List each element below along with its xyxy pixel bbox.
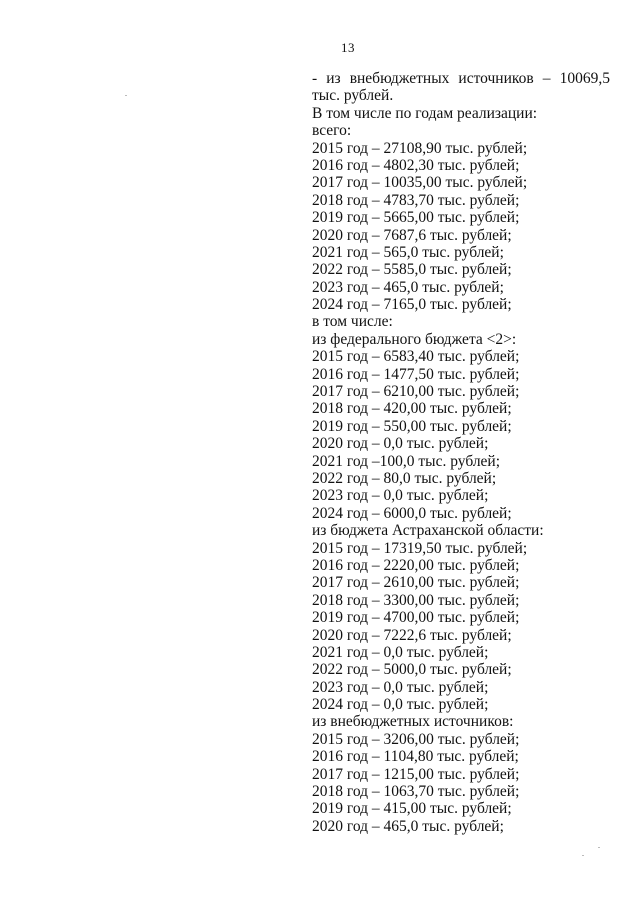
text-line: 2017 год – 2610,00 тыс. рублей; xyxy=(312,574,520,592)
text-line: 2024 год – 0,0 тыс. рублей; xyxy=(312,696,489,714)
scan-speck xyxy=(598,847,600,848)
text-line: 2020 год – 0,0 тыс. рублей; xyxy=(312,435,489,453)
text-line: 2016 год – 2220,00 тыс. рублей; xyxy=(312,556,520,574)
text-line: 2021 год – 565,0 тыс. рублей; xyxy=(312,243,504,261)
text-line: 2019 год – 550,00 тыс. рублей; xyxy=(312,417,512,435)
text-line: в том числе: xyxy=(312,313,393,331)
text-line: 2020 год – 465,0 тыс. рублей; xyxy=(312,817,504,835)
text-line: 2018 год – 3300,00 тыс. рублей; xyxy=(312,591,520,609)
text-line: 2017 год – 1215,00 тыс. рублей; xyxy=(312,765,520,783)
text-line: 2023 год – 0,0 тыс. рублей; xyxy=(312,678,489,696)
text-line: 2023 год – 0,0 тыс. рублей; xyxy=(312,487,489,505)
text-line: 2017 год – 6210,00 тыс. рублей; xyxy=(312,383,520,401)
scan-speck xyxy=(582,855,584,856)
intro-word: внебюджетных xyxy=(349,70,450,87)
text-line: 2022 год – 5000,0 тыс. рублей; xyxy=(312,661,512,679)
text-line: 2019 год – 415,00 тыс. рублей; xyxy=(312,800,512,818)
scan-speck xyxy=(125,95,127,96)
text-line: 2020 год – 7687,6 тыс. рублей; xyxy=(312,226,512,244)
text-lines xyxy=(312,105,610,835)
intro-word: 10069,5 xyxy=(559,70,610,87)
text-line: 2024 год – 7165,0 тыс. рублей; xyxy=(312,296,512,314)
text-line: 2015 год – 6583,40 тыс. рублей; xyxy=(312,348,520,366)
text-line: 2022 год – 80,0 тыс. рублей; xyxy=(312,469,497,487)
intro-word: – xyxy=(542,70,551,87)
text-line: 2022 год – 5585,0 тыс. рублей; xyxy=(312,261,512,279)
text-line: 2018 год – 420,00 тыс. рублей; xyxy=(312,400,512,418)
text-line: 2015 год – 3206,00 тыс. рублей; xyxy=(312,730,520,748)
text-line: всего: xyxy=(312,122,352,140)
intro-word: источников xyxy=(458,70,534,87)
text-line: 2015 год – 17319,50 тыс. рублей; xyxy=(312,539,528,557)
text-line: 2018 год – 4783,70 тыс. рублей; xyxy=(312,191,520,209)
text-line: В том числе по годам реализации: xyxy=(312,104,538,122)
text-line: из федерального бюджета <2>: xyxy=(312,330,517,348)
text-line: 2018 год – 1063,70 тыс. рублей; xyxy=(312,783,520,801)
text-line: из бюджета Астраханской области: xyxy=(312,522,544,540)
text-line: из внебюджетных источников: xyxy=(312,713,514,731)
text-line: 2019 год – 4700,00 тыс. рублей; xyxy=(312,609,520,627)
text-line: 2016 год – 1477,50 тыс. рублей; xyxy=(312,365,520,383)
text-line: 2021 год –100,0 тыс. рублей; xyxy=(312,452,501,470)
text-line: 2016 год – 4802,30 тыс. рублей; xyxy=(312,156,520,174)
text-line: 2015 год – 27108,90 тыс. рублей; xyxy=(312,139,528,157)
page-number: 13 xyxy=(341,40,355,55)
text-line: 2020 год – 7222,6 тыс. рублей; xyxy=(312,626,512,644)
intro-word: - xyxy=(312,70,318,87)
text-line: 2021 год – 0,0 тыс. рублей; xyxy=(312,643,489,661)
text-line: 2016 год – 1104,80 тыс. рублей; xyxy=(312,748,519,766)
document-body xyxy=(312,70,610,835)
intro-first-line xyxy=(312,70,610,87)
text-line: 2023 год – 465,0 тыс. рублей; xyxy=(312,278,504,296)
intro-second-line: тыс. рублей. xyxy=(312,87,394,105)
intro-word: из xyxy=(326,70,341,87)
text-line: 2019 год – 5665,00 тыс. рублей; xyxy=(312,209,520,227)
text-line: 2024 год – 6000,0 тыс. рублей; xyxy=(312,504,512,522)
text-line: 2017 год – 10035,00 тыс. рублей; xyxy=(312,174,528,192)
